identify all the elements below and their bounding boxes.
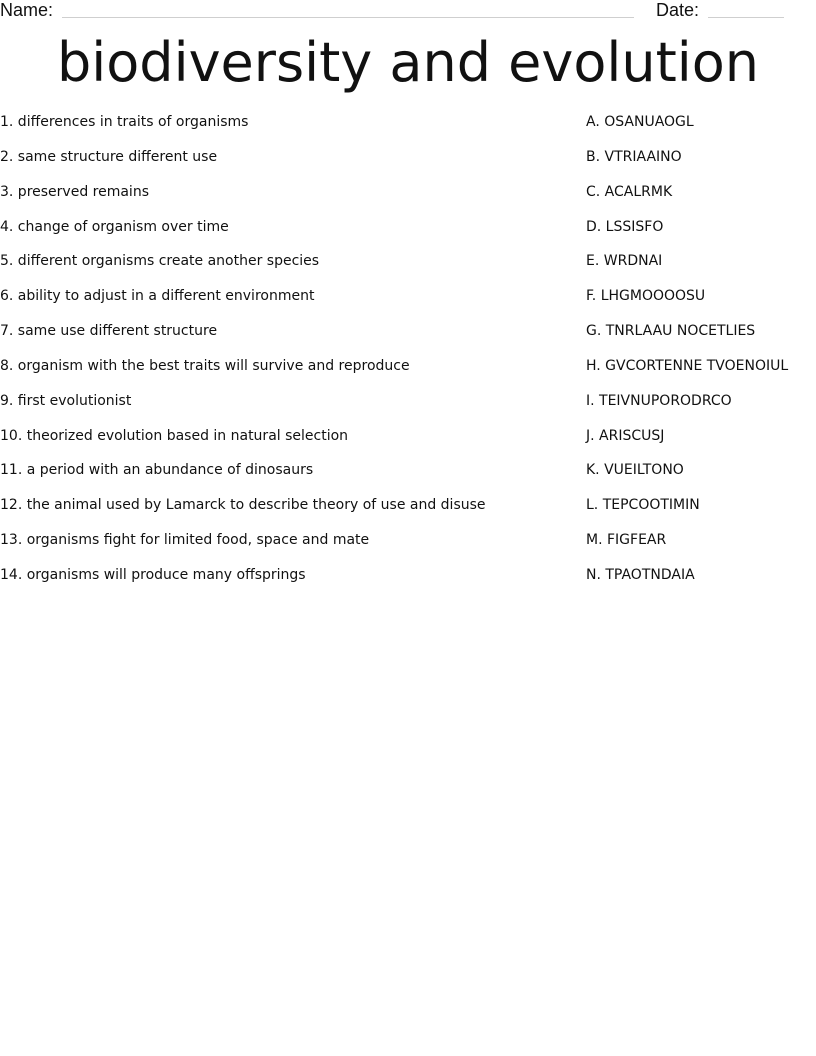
name-blank-line [62, 17, 634, 18]
clue-item: 3. preserved remains [0, 183, 149, 200]
scrambled-answer-item: N. TPAOTNDAIA [586, 566, 695, 583]
scrambled-answer-item: A. OSANUAOGL [586, 114, 694, 130]
scrambled-answer-item: E. WRDNAI [586, 253, 663, 270]
scrambled-answer-item: K. VUEILTONO [586, 462, 684, 479]
clue-item: 8. organism with the best traits will survive and reproduce [0, 357, 410, 374]
clue-item: 1. differences in traits of organisms [0, 114, 249, 130]
scrambled-answer-item: M. FIGFEAR [586, 532, 667, 549]
scrambled-answer-item: L. TEPCOOTIMIN [586, 497, 700, 514]
scrambled-answer-item: G. TNRLAAU NOCETLIES [586, 323, 756, 340]
clue-item: 12. the animal used by Lamarck to describe theory of use and disuse [0, 497, 486, 514]
scrambled-answer-item: J. ARISCUSJ [586, 427, 665, 444]
date-blank-line [708, 17, 784, 18]
worksheet-title: biodiversity and evolution [56, 31, 760, 94]
clue-item: 7. same use different structure [0, 323, 218, 340]
scrambled-answer-item: H. GVCORTENNE TVOENOIUL [586, 357, 789, 374]
scrambled-answer-list [586, 112, 814, 600]
clue-item: 5. different organisms create another species [0, 253, 320, 270]
clue-item: 13. organisms fight for limited food, space and mate [0, 532, 370, 549]
date-label: Date: [656, 0, 700, 20]
clue-item: 2. same structure different use [0, 148, 218, 165]
scrambled-answer-item: I. TEIVNUPORODRCO [586, 392, 732, 409]
clue-list [0, 112, 570, 600]
clue-item: 14. organisms will produce many offsprings [0, 566, 306, 583]
clue-item: 6. ability to adjust in a different environment [0, 288, 315, 305]
scrambled-answer-item: F. LHGMOOOOSU [586, 288, 706, 305]
name-label: Name: [0, 0, 54, 20]
clue-item: 10. theorized evolution based in natural selection [0, 427, 349, 444]
clue-item: 4. change of organism over time [0, 218, 229, 235]
scrambled-answer-item: D. LSSISFO [586, 218, 664, 235]
worksheet-header [0, 0, 816, 24]
clue-item: 9. first evolutionist [0, 392, 132, 409]
scrambled-answer-item: B. VTRIAAINO [586, 148, 682, 165]
clue-item: 11. a period with an abundance of dinosaurs [0, 462, 314, 479]
scrambled-answer-item: C. ACALRMK [586, 183, 673, 200]
